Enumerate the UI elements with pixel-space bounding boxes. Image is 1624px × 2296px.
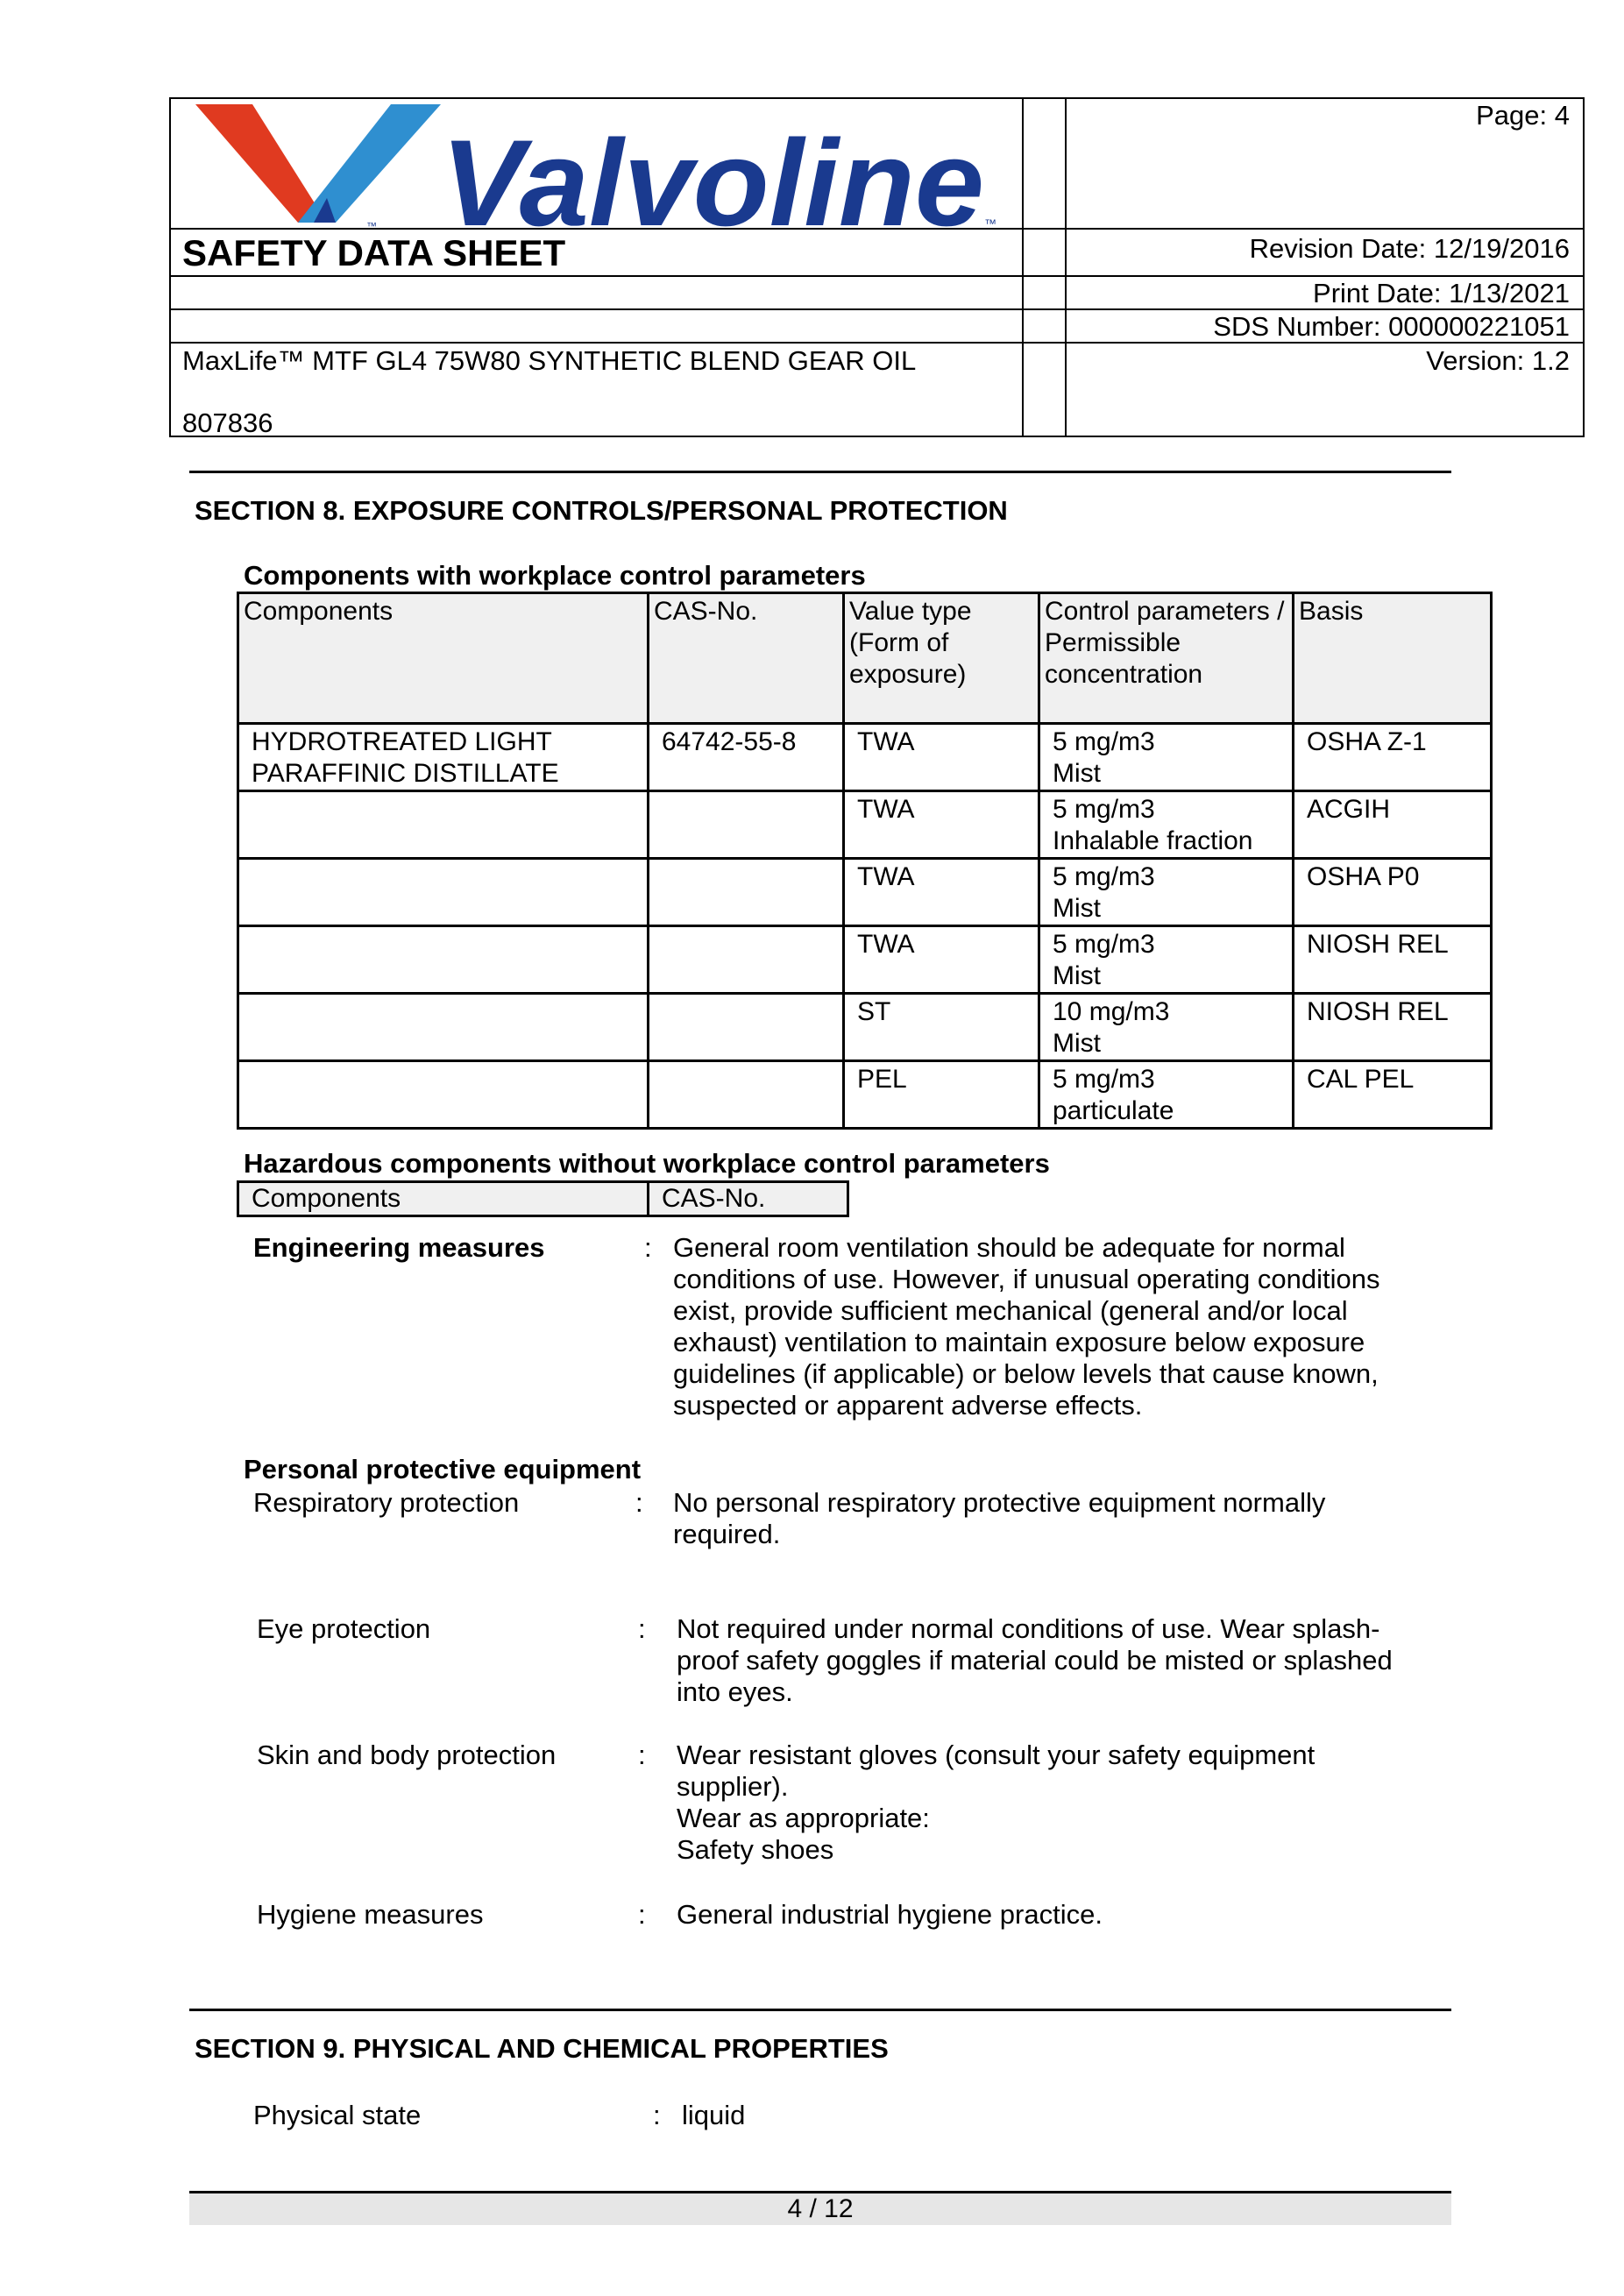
cell-cas-no (649, 994, 844, 1061)
hygiene-label: Hygiene measures (257, 1899, 484, 1930)
header-cas-no: CAS-No. (649, 593, 844, 724)
cell-cas-no (649, 1061, 844, 1129)
components-table-caption: Components with workplace control parameters (244, 560, 866, 591)
logo-red-stroke (195, 104, 327, 223)
respiratory-value: No personal respiratory protective equipment normally required. (673, 1487, 1326, 1549)
cell-component (238, 1061, 649, 1129)
physical-state-value: liquid (682, 2100, 746, 2130)
section-9-title: SECTION 9. PHYSICAL AND CHEMICAL PROPERTIES (195, 2033, 889, 2064)
page-label: Page: 4 (1476, 100, 1570, 131)
header-rule (169, 275, 1585, 277)
cell-control-parameter: 10 mg/m3 Mist (1039, 994, 1294, 1061)
logo-tm: ™ (984, 216, 996, 230)
table-header-row (238, 593, 1492, 724)
cell-basis: CAL PEL (1294, 1061, 1492, 1129)
table-row (238, 859, 1492, 926)
table-row (238, 1061, 1492, 1129)
cell-value-type: TWA (844, 791, 1039, 859)
header-value-type: Value type (Form of exposure) (844, 593, 1039, 724)
cell-cas-no (649, 926, 844, 994)
cell-control-parameter: 5 mg/m3 Mist (1039, 724, 1294, 791)
cell-cas-no: 64742-55-8 (649, 724, 844, 791)
version: Version: 1.2 (1426, 345, 1570, 376)
logo-v-tm: ™ (366, 220, 377, 231)
table-row (238, 724, 1492, 791)
section-rule (189, 2009, 1451, 2011)
cell-basis: NIOSH REL (1294, 926, 1492, 994)
eye-label: Eye protection (257, 1613, 431, 1644)
cell-component (238, 791, 649, 859)
skin-label: Skin and body protection (257, 1740, 557, 1770)
valvoline-logo (191, 100, 1015, 231)
cell-value-type: TWA (844, 859, 1039, 926)
cell-component (238, 859, 649, 926)
cell-basis: OSHA Z-1 (1294, 724, 1492, 791)
header-components: Components (238, 593, 649, 724)
cell-control-parameter: 5 mg/m3 Inhalable fraction (1039, 791, 1294, 859)
product-code: 807836 (182, 407, 273, 438)
colon: : (638, 1899, 646, 1930)
cell-component: HYDROTREATED LIGHT PARAFFINIC DISTILLATE (238, 724, 649, 791)
cell-value-type: ST (844, 994, 1039, 1061)
header-cas-no: CAS-No. (649, 1182, 848, 1216)
table-row (238, 926, 1492, 994)
product-name: MaxLife™ MTF GL4 75W80 SYNTHETIC BLEND GEAR OIL (182, 345, 917, 376)
header-rule (169, 308, 1585, 310)
colon: : (638, 1740, 646, 1770)
cell-basis: OSHA P0 (1294, 859, 1492, 926)
header-control-parameters: Control parameters / Permissible concentration (1039, 593, 1294, 724)
table-row (238, 791, 1492, 859)
respiratory-label: Respiratory protection (253, 1487, 520, 1518)
table-header-row (238, 1182, 848, 1216)
cell-component (238, 926, 649, 994)
cell-component (238, 994, 649, 1061)
cell-cas-no (649, 859, 844, 926)
engineering-label: Engineering measures (253, 1232, 545, 1263)
cell-value-type: TWA (844, 926, 1039, 994)
header-components: Components (238, 1182, 649, 1216)
table-row (238, 994, 1492, 1061)
components-table (237, 592, 1493, 1130)
page-number: 4 / 12 (787, 2194, 854, 2223)
document-title: SAFETY DATA SHEET (182, 232, 566, 273)
footer-bar (189, 2191, 1451, 2225)
print-date: Print Date: 1/13/2021 (1313, 278, 1570, 308)
logo-blue-stroke (298, 104, 441, 223)
cell-value-type: PEL (844, 1061, 1039, 1129)
revision-date: Revision Date: 12/19/2016 (1249, 233, 1570, 264)
cell-control-parameter: 5 mg/m3 Mist (1039, 926, 1294, 994)
colon: : (638, 1613, 646, 1644)
cell-control-parameter: 5 mg/m3 Mist (1039, 859, 1294, 926)
colon: : (653, 2100, 661, 2130)
engineering-value: General room ventilation should be adequate for normal conditions of use. However, if unusual operating conditions exist, provide sufficient mechanical (general and/or local exhaust) ventilation to maintain exposure below exposure guidelines (if applicable) or below levels that cause known, suspected or apparent adverse effects. (673, 1232, 1380, 1421)
skin-value: Wear resistant gloves (consult your safety equipment supplier). Wear as appropriate: Safety shoes (677, 1740, 1316, 1865)
physical-state-label: Physical state (253, 2100, 422, 2130)
section-8-title: SECTION 8. EXPOSURE CONTROLS/PERSONAL PROTECTION (195, 495, 1008, 526)
header-rule (169, 342, 1585, 344)
cell-value-type: TWA (844, 724, 1039, 791)
hazardous-table (237, 1180, 849, 1217)
cell-basis: NIOSH REL (1294, 994, 1492, 1061)
hygiene-value: General industrial hygiene practice. (677, 1899, 1103, 1930)
sds-number: SDS Number: 000000221051 (1213, 311, 1570, 342)
hazardous-table-caption: Hazardous components without workplace control parameters (244, 1148, 1050, 1179)
header-divider (1065, 97, 1067, 437)
ppe-heading: Personal protective equipment (244, 1454, 642, 1485)
eye-value: Not required under normal conditions of use. Wear splash- proof safety goggles if material could be misted or splashed into eyes. (677, 1613, 1393, 1707)
logo-wordmark: Valvoline (441, 114, 984, 231)
cell-basis: ACGIH (1294, 791, 1492, 859)
header-divider (1022, 97, 1024, 437)
cell-cas-no (649, 791, 844, 859)
section-rule (189, 471, 1451, 473)
colon: : (644, 1232, 652, 1263)
header-basis: Basis (1294, 593, 1492, 724)
cell-control-parameter: 5 mg/m3 particulate (1039, 1061, 1294, 1129)
colon: : (635, 1487, 643, 1518)
